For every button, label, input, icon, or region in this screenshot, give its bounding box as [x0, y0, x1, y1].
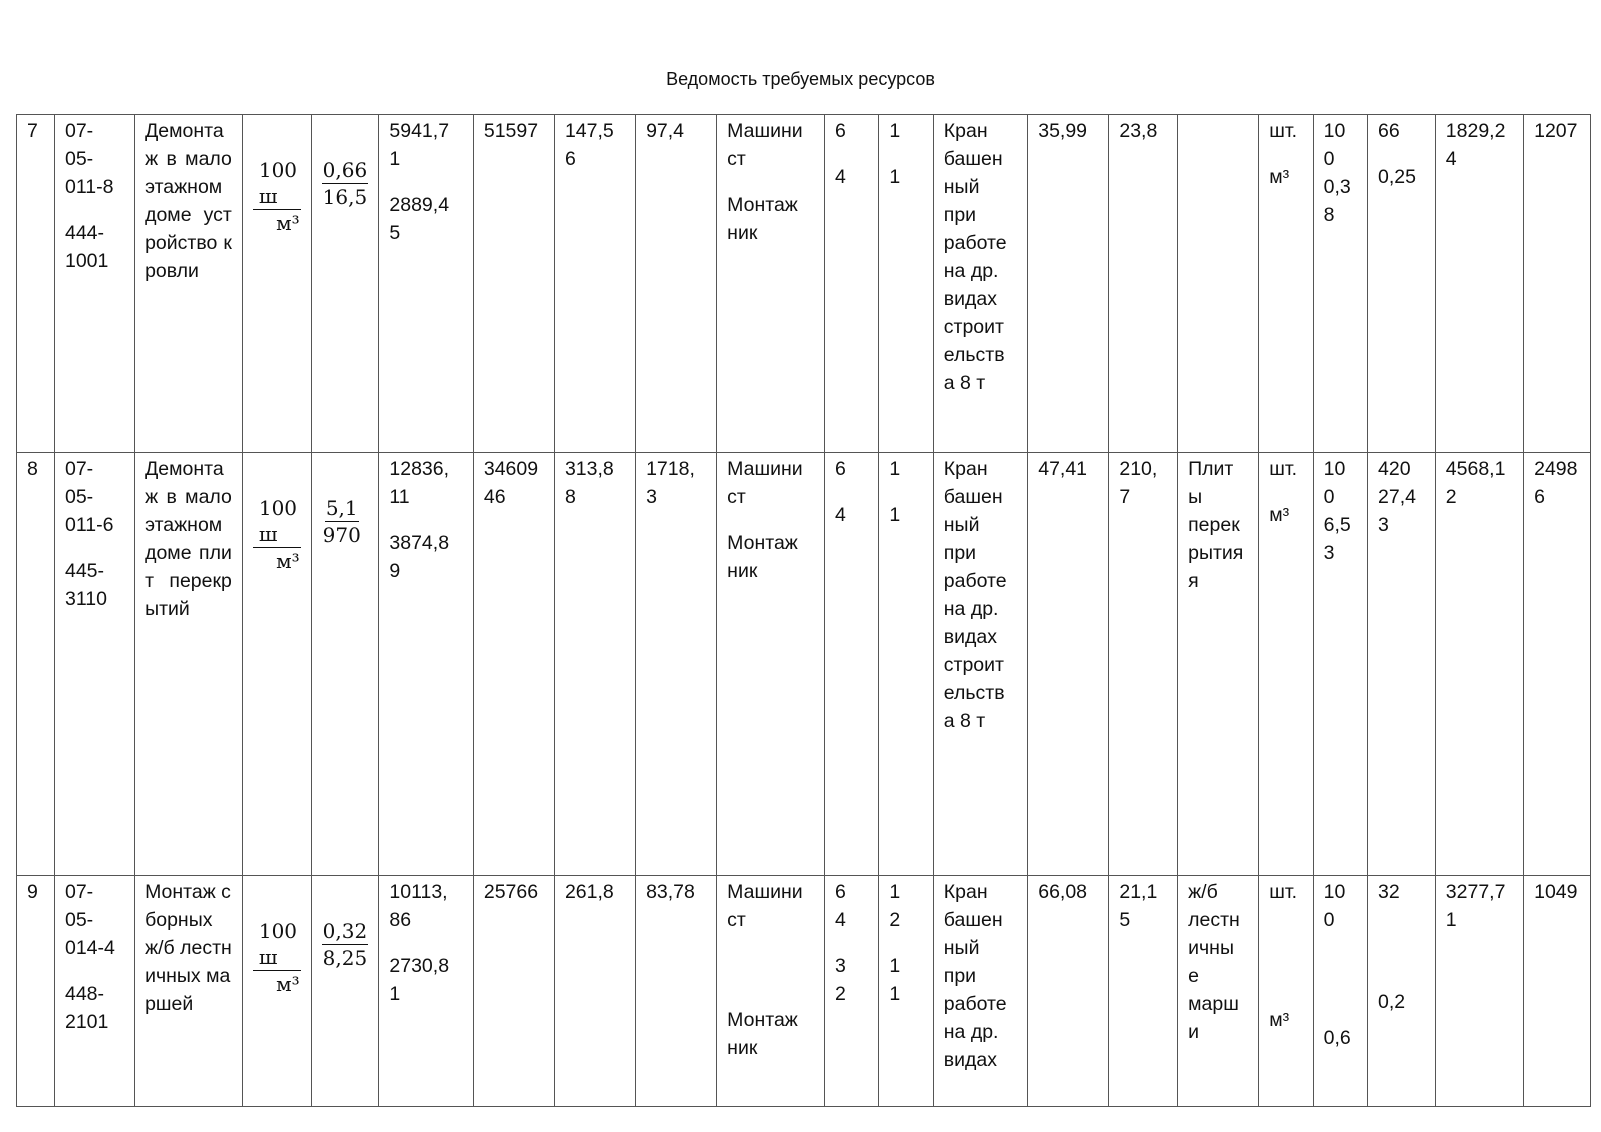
- total-cost: 25766: [473, 876, 554, 1107]
- machine-cell: Кран башен ный при работе на др. видах строит ельств а 8 т: [933, 453, 1027, 876]
- unit-fraction: $\frac{100ш}{\text{м³}}$: [253, 918, 301, 997]
- machine-hours-2: 23,8: [1109, 115, 1178, 453]
- norm-cell: 10 0 0,3 8: [1313, 115, 1367, 453]
- count-cell: 1 2 1 1: [879, 876, 933, 1107]
- quantity-cell: 66 0,25: [1368, 115, 1436, 453]
- work-name: Демонтаж в малоэтажном доме устройство кровли: [135, 115, 243, 453]
- labor-cost-2: 1718, 3: [636, 453, 717, 876]
- row-number: 8: [17, 453, 55, 876]
- count-cell: 1 1: [879, 453, 933, 876]
- code-cell: [54, 876, 134, 1107]
- machine-hours-1: 47,41: [1028, 453, 1109, 876]
- material-unit-cell: шт. м³: [1259, 876, 1313, 1107]
- machine-hours-1: 35,99: [1028, 115, 1109, 453]
- material-unit-cell: шт. м³: [1259, 115, 1313, 453]
- grade-cell: 6 4 3 2: [824, 876, 878, 1107]
- resources-table: [16, 114, 1591, 1107]
- table-row: [17, 115, 1591, 453]
- workers-cell: Машини ст Монтаж ник: [717, 115, 825, 453]
- cost-cell: 5941,7 1 2889,4 5: [379, 115, 473, 453]
- price-code: 445- 3110: [64, 560, 107, 610]
- unit-cell: [242, 876, 311, 1107]
- unit-cell: [242, 453, 311, 876]
- material-cell: ж/б лестн ичны е марш и: [1178, 876, 1259, 1107]
- machine-hours-2: 21,1 5: [1109, 876, 1178, 1107]
- code-cell: [54, 115, 134, 453]
- sum-cell-2: 2498 6: [1524, 453, 1591, 876]
- labor-cost-2: 97,4: [636, 115, 717, 453]
- labor-cost-1: 147,5 6: [554, 115, 635, 453]
- price-code: 448- 2101: [64, 983, 109, 1033]
- volume-cell: [311, 876, 379, 1107]
- unit-fraction: $\frac{100ш}{\text{м³}}$: [253, 495, 301, 574]
- sum-cell-1: 3277,7 1: [1435, 876, 1523, 1107]
- volume-fraction: $\frac{0,32}{8,25}$: [322, 919, 368, 970]
- norm-cell: 10 0 0,6: [1313, 876, 1367, 1107]
- row-number: 7: [17, 115, 55, 453]
- unit-fraction: $\frac{100ш}{\text{м³}}$: [253, 157, 301, 236]
- machine-cell: Кран башен ный при работе на др. видах строит ельств а 8 т: [933, 115, 1027, 453]
- sum-cell-1: 4568,1 2: [1435, 453, 1523, 876]
- total-cost: 51597: [473, 115, 554, 453]
- sum-cell-1: 1829,2 4: [1435, 115, 1523, 453]
- norm-code: 07- 05- 011-6: [64, 458, 114, 536]
- volume-cell: [311, 115, 379, 453]
- total-cost: 34609 46: [473, 453, 554, 876]
- cost-cell: 12836, 11 3874,8 9: [379, 453, 473, 876]
- norm-code: 07- 05- 011-8: [64, 120, 114, 198]
- unit-cell: [242, 115, 311, 453]
- document-title: Ведомость требуемых ресурсов: [666, 69, 935, 89]
- labor-cost-2: 83,78: [636, 876, 717, 1107]
- quantity-cell: 420 27,4 3: [1368, 453, 1436, 876]
- material-unit-cell: шт. м³: [1259, 453, 1313, 876]
- workers-cell: Машини ст Монтаж ник: [717, 453, 825, 876]
- cost-cell: 10113, 86 2730,8 1: [379, 876, 473, 1107]
- volume-cell: [311, 453, 379, 876]
- volume-fraction: $\frac{0,66}{16,5}$: [322, 158, 368, 209]
- machine-cell: Кран башен ный при работе на др. видах: [933, 876, 1027, 1107]
- grade-cell: 6 4: [824, 453, 878, 876]
- price-code: 444- 1001: [64, 222, 109, 272]
- workers-cell: Машини ст Монтаж ник: [717, 876, 825, 1107]
- work-name: Демонтаж в малоэтажном доме плит перекрытий: [135, 453, 243, 876]
- norm-code: 07- 05- 014-4: [64, 881, 115, 959]
- sum-cell-2: 1049: [1524, 876, 1591, 1107]
- work-name: Монтаж сборных ж/б лестничных маршей: [135, 876, 243, 1107]
- row-number: 9: [17, 876, 55, 1107]
- quantity-cell: 32 0,2: [1368, 876, 1436, 1107]
- material-cell: [1178, 115, 1259, 453]
- norm-cell: 10 0 6,5 3: [1313, 453, 1367, 876]
- labor-cost-1: 313,8 8: [554, 453, 635, 876]
- code-cell: [54, 453, 134, 876]
- machine-hours-2: 210, 7: [1109, 453, 1178, 876]
- grade-cell: 6 4: [824, 115, 878, 453]
- count-cell: 1 1: [879, 115, 933, 453]
- sum-cell-2: 1207: [1524, 115, 1591, 453]
- volume-fraction: $\frac{5,1}{970}$: [322, 496, 361, 547]
- labor-cost-1: 261,8: [554, 876, 635, 1107]
- table-row: [17, 453, 1591, 876]
- material-cell: Плит ы перек рытия я: [1178, 453, 1259, 876]
- machine-hours-1: 66,08: [1028, 876, 1109, 1107]
- table-row: [17, 876, 1591, 1107]
